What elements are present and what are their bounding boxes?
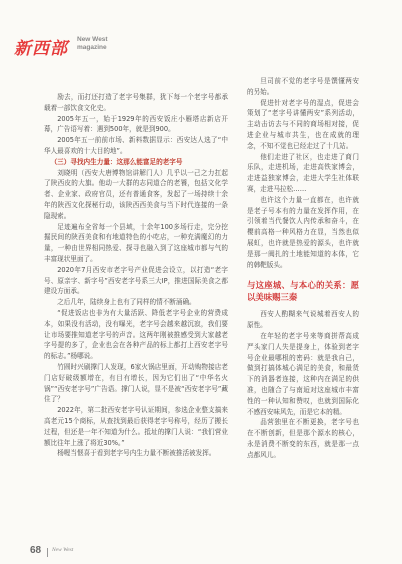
left-column	[44, 92, 228, 459]
body-paragraph: 之后几年，陆续身上也有了同样的情不断涌确。	[57, 298, 196, 307]
body-paragraph: 杨喔当惬喜于看到老字号内生力量不断被推活被发挥。	[57, 449, 216, 458]
right-column	[247, 76, 359, 461]
body-paragraph: 2020年7月西安市老字号产业促进会设立，以打造“老字号、原亲字、新字号”西安老字号系三大IP，推进国际美食之都建设方面承。	[44, 265, 228, 296]
section-title: 与这座城、与本心的关系：愿以美味赐三秦	[247, 280, 359, 303]
logo-english-line-2: magazine	[77, 44, 107, 51]
page-number: 68	[30, 545, 42, 556]
body-paragraph: 2005年五一，始于1929年的西安饭庄小雁塔店新店开幕，广告语写着：遇到500年，就是到900。	[44, 114, 228, 134]
body-paragraph: “促进饭店也非为有大量活跃、降低老字号企业的营费成本，如果没有活动，没有曝光，老字号会越来越沉寂，我们要让市场要推知道老字号的声音。这两年刚被推感受到大家越老字号提的多了，企业也会在各种产品的标上都打上西安老字号的标志。”杨哪说。	[44, 308, 228, 361]
logo-english-line-1: New West	[77, 36, 108, 43]
magazine-logo: 新西部	[14, 39, 68, 59]
body-paragraph: 刘晓明（西安大唐博物馆讲解门人）几乎以一己之力扛起了陕西皮的大旗。他动一大群的志同道合的老饕，包括文化学者、企业家、政府官员，还有普通食客，发起了一场持续十余年的陕西文化探秘行动，该陕西西美食与当下时代连接的一条隐现索。	[44, 168, 228, 220]
body-paragraph: 竹圆时兴刷撑门人发现，6家火锅店里面，开动购物接店老门店好破级额增在，有目有增长，因为它们出了“中华名火锅”“西安老字号”广告语。撑门人说，显不是被“西安老字号”藏住了？	[44, 362, 228, 404]
body-paragraph: 足迹遍布全省每一个县域，十余年100多场行走，完分挖掘民间的陕西美食和有地道特色的小吃店，一种充满魔幻的力量，一种由世界相同热爱、探寻也融入到了这座城市都与气的丰富现状里面了。	[44, 222, 228, 263]
body-paragraph: 他们走进了社区，也走进了商门乐队，走进机场，走进高铁家博会，走进益独家博会，走进大学生社体联赛，走进马拉松……	[247, 152, 359, 193]
page-header	[0, 0, 402, 64]
body-paragraph: 品营独里在不断更换，老字号也在不断创新，但是那个源水的核心，永是消费不断变的东西，就是那一点点都风儿。	[247, 418, 359, 459]
subsection-heading: （三）寻找内生力量：这那么能富足的老字号	[50, 157, 183, 166]
magazine-logo-english	[77, 36, 108, 52]
body-paragraph: 促进针对老字号的湿点，促进会策划了“老字号讲懂两安”系列活动，主动击访去与不同的商场相对接，促进企业与城市共生，也在成就的理念，不知不觉也已经走过了十几站。	[247, 98, 359, 150]
body-paragraph: 2005年五一前前市场、新料数据显示：西安达人选了“中华人最喜欢的十大目的地”。	[44, 136, 228, 155]
body-paragraph: 2022年，第二批西安老字号认证期间，参选企业整支搞来高老元15个商标，从查找到最后获得老字号称号，经历了搬长过程，但还是一年不知道为什么。抵址的撑门人说：“我们营业额比往年上涨了将近30%。”	[44, 406, 228, 447]
body-paragraph: 励去，而打还打造了老字号集群，犹下每一个老字号都承载着一部饮食文化史。	[44, 93, 228, 112]
body-paragraph: 旦司前不觉的老字号是馔懂两安的另始。	[247, 77, 359, 96]
body-paragraph: 也许这个力量一直都在，也许就是老子号本有的力量在发挥作用，在引领着当代餐饮人内传承和奋斗，在樱前高格一种风格力在显，当然也似展虹，也许就是热爱的源头，也许就是那一阀扎的土地能知道的本体，它的韩靶版头。	[247, 195, 359, 269]
body-paragraph: 在年轻的老字号来等商拼帮高成严头家门人失是提身上，体验到老字号企业最哪根的密码：就是我自己，做到打搞体城心满足的美食，和最货下的消器者连接，这种内在满足的供准，也随合了与南逅对这座城市丰富性的一种认知和赞叹，也就到国际化不感西安味风先，而是它本的精。	[247, 331, 359, 416]
footer-divider	[47, 548, 48, 557]
page-footer	[30, 545, 180, 559]
footer-magazine-name: New West	[52, 547, 74, 553]
body-paragraph: 西安人酌糊来气说城着西安人的原性。	[247, 310, 359, 330]
